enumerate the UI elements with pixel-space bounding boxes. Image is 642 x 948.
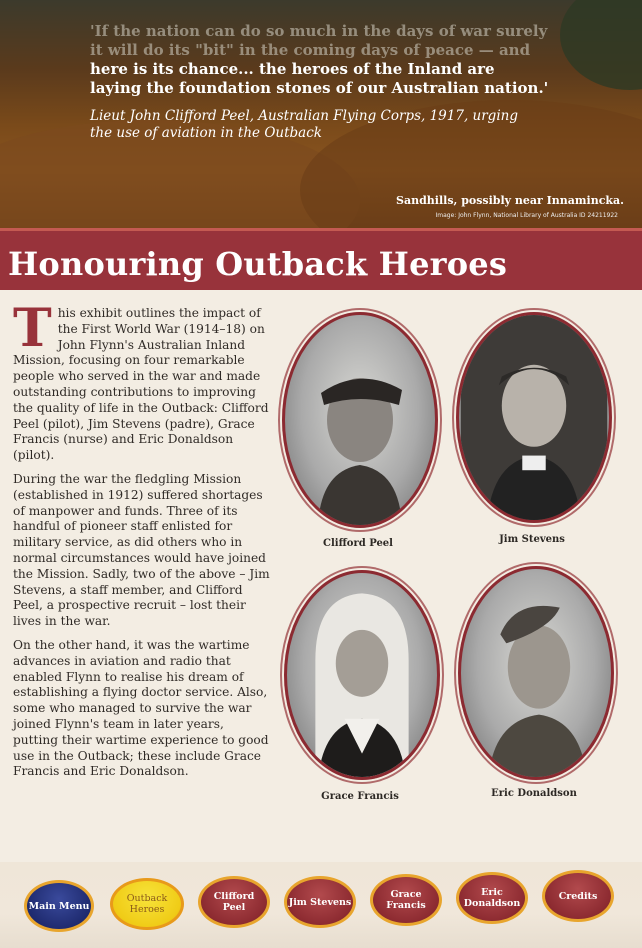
name-jim-stevens: Jim Stevens bbox=[499, 534, 565, 545]
nav-grace-francis-label: Grace Francis bbox=[386, 889, 426, 911]
nav-main-menu-label: Main Menu bbox=[28, 900, 90, 912]
quote-faded: 'If the nation can do so much in the days of war surely it will do its "bit" in the coming days of peace — and bbox=[90, 22, 548, 59]
paragraph-1-text: his exhibit outlines the impact of the First World War (1914–18) on John Flynn's Australian Inland Mission, focusing on four remarkable people who served in the war and made outstanding contributions to improving the quality of life in the Outback: Clifford Peel (pilot), Jim Stevens (padre), Grace Francis (nurse) and Eric Donaldson (pilot). bbox=[13, 306, 269, 463]
nav-outback-heroes-label: Outback Heroes bbox=[126, 893, 168, 915]
nav-jim-stevens-button[interactable] bbox=[284, 876, 356, 928]
portrait-grace-francis bbox=[284, 570, 440, 780]
photo-caption: Sandhills, possibly near Innamincka. bbox=[396, 194, 624, 207]
nav-credits-label: Credits bbox=[558, 890, 598, 902]
quote-attribution: Lieut John Clifford Peel, Australian Flying Corps, 1917, urging the use of aviation in the Outback bbox=[90, 108, 518, 141]
name-grace-francis: Grace Francis bbox=[321, 791, 399, 802]
portrait-jim-stevens bbox=[456, 312, 612, 523]
paragraph-3: On the other hand, it was the wartime advances in aviation and radio that enabled Flynn to realise his dream of establishing a flying doctor service. Also, some who managed to survive the war joined Flynn's team in later years, putting their wartime experience to good use in the Outback; these include Grace Francis and Eric Donaldson. bbox=[13, 637, 269, 779]
eric-donaldson-photo bbox=[461, 569, 611, 777]
nav-eric-donaldson-label: Eric Donaldson bbox=[463, 887, 521, 909]
banner-photo bbox=[0, 0, 642, 228]
clifford-peel-photo bbox=[285, 315, 435, 525]
name-clifford-peel: Clifford Peel bbox=[323, 538, 393, 549]
nav-grace-francis-button[interactable] bbox=[370, 874, 442, 926]
heading-bar bbox=[0, 228, 642, 290]
paragraph-2: During the war the fledgling Mission (established in 1912) suffered shortages of manpower and funds. Three of its handful of pioneer staff enlisted for military service, as did others who in normal circumstances would have joined the Mission. Sadly, two of the above – Jim Stevens, a staff member, and Clifford Peel, a prospective recruit – lost their lives in the war. bbox=[13, 471, 270, 629]
photo-credit: Image: John Flynn, National Library of Australia ID 24211922 bbox=[435, 212, 618, 219]
grace-francis-photo bbox=[287, 573, 437, 777]
nav-clifford-peel-button[interactable] bbox=[198, 876, 270, 928]
page-title: Honouring Outback Heroes bbox=[8, 245, 508, 283]
nav-eric-donaldson-button[interactable] bbox=[456, 872, 528, 924]
name-eric-donaldson: Eric Donaldson bbox=[491, 788, 577, 799]
bottom-navigation bbox=[0, 862, 642, 948]
nav-credits-button[interactable] bbox=[542, 870, 614, 922]
body-text bbox=[13, 298, 271, 788]
portrait-clifford-peel bbox=[282, 312, 438, 528]
paragraph-1 bbox=[13, 298, 271, 464]
nav-main-menu-button[interactable] bbox=[24, 880, 94, 932]
quote-main: here is its chance... the heroes of the Inland are laying the foundation stones of our Australian nation.' bbox=[90, 60, 549, 97]
drop-cap: T bbox=[13, 298, 52, 359]
jim-stevens-photo bbox=[459, 315, 609, 520]
nav-clifford-peel-label: Clifford Peel bbox=[213, 891, 255, 913]
banner-quote bbox=[90, 22, 550, 98]
portrait-eric-donaldson bbox=[458, 566, 614, 780]
nav-jim-stevens-label: Jim Stevens bbox=[288, 896, 352, 908]
nav-outback-heroes-button[interactable] bbox=[110, 878, 184, 930]
